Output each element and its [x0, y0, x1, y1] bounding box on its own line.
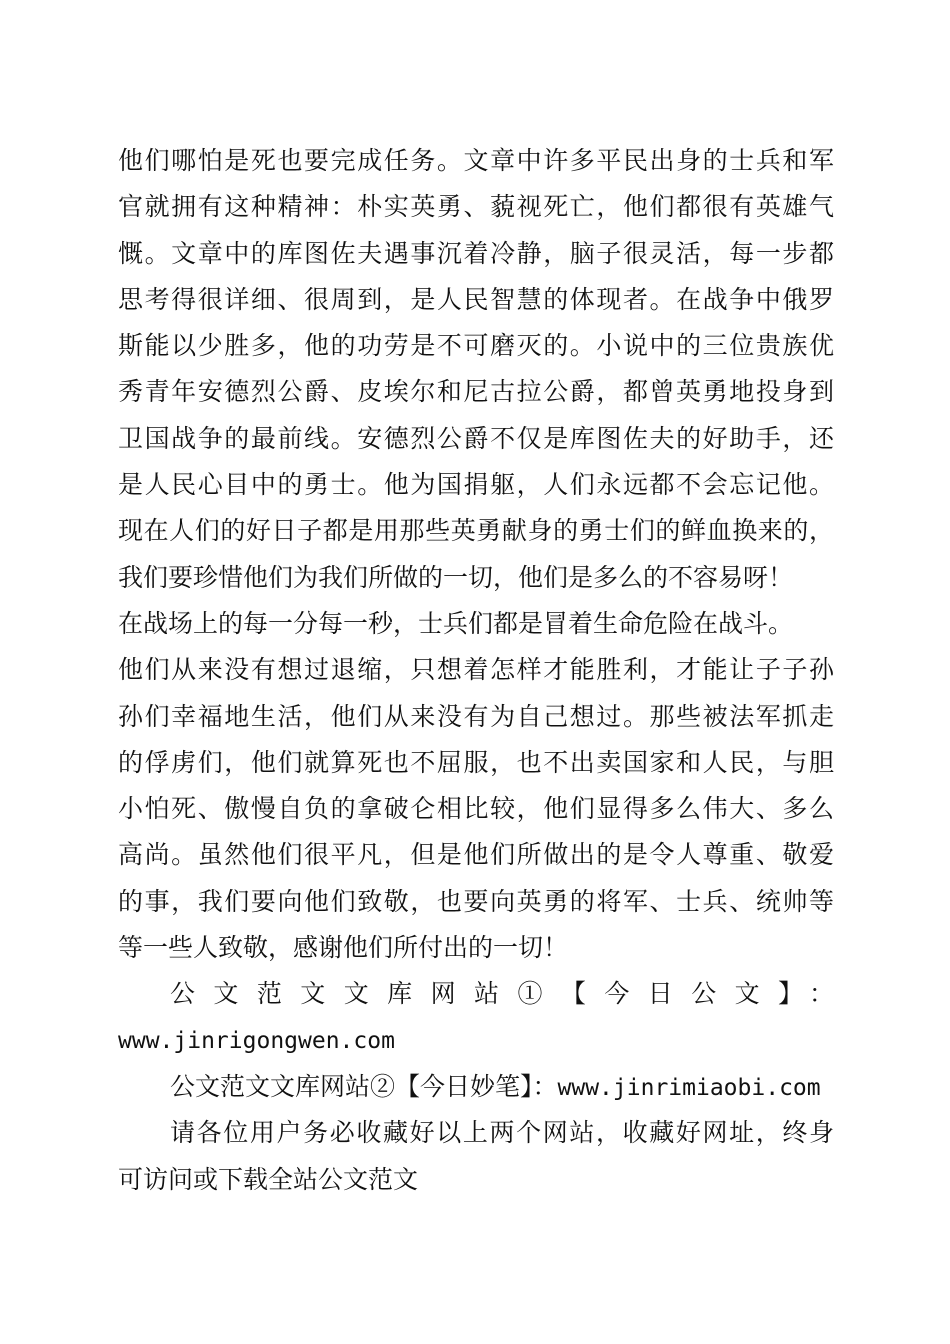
paragraph-line: 他们哪怕是死也要完成任务。文章中许多平民出身的士兵和军	[118, 146, 834, 175]
paragraph-line: 秀青年安德烈公爵、皮埃尔和尼古拉公爵，都曾英勇地投身到	[118, 377, 834, 407]
paragraph-line: 孙们幸福地生活，他们从来没有为自己想过。那些被法军抓走	[118, 701, 834, 731]
paragraph-line: 在战场上的每一分每一秒，士兵们都是冒着生命危险在战斗。	[118, 608, 794, 638]
paragraph-line: 现在人们的好日子都是用那些英勇献身的勇士们的鲜血换来的，	[118, 516, 834, 546]
paragraph-line: 我们要珍惜他们为我们所做的一切，他们是多么的不容易呀！	[118, 562, 794, 592]
paragraph-line: 卫国战争的最前线。安德烈公爵不仅是库图佐夫的好助手，还	[118, 423, 834, 453]
paragraph-line: 的事，我们要向他们致敬，也要向英勇的将军、士兵、统帅等	[118, 886, 834, 916]
paragraph-line: 高尚。虽然他们很平凡，但是他们所做出的是令人尊重、敬爱	[118, 840, 834, 870]
paragraph-line: 慨。文章中的库图佐夫遇事沉着冷静，脑子很灵活，每一步都	[118, 238, 834, 268]
site1-label: 公文范文文库网站①【今日公文】：	[170, 979, 834, 1009]
paragraph-line: 小怕死、傲慢自负的拿破仑相比较，他们显得多么伟大、多么	[118, 794, 834, 824]
site2-url-link[interactable]: www.jinrimiaobi.com	[557, 1074, 821, 1101]
paragraph-line: 是人民心目中的勇士。他为国捐躯，人们永远都不会忘记他。	[118, 470, 834, 500]
paragraph-line: 思考得很详细、很周到，是人民智慧的体现者。在战争中俄罗	[118, 284, 834, 314]
notice-line: 请各位用户务必收藏好以上两个网站，收藏好网址，终身	[170, 1118, 834, 1148]
paragraph-line: 官就拥有这种精神：朴实英勇、藐视死亡，他们都很有英雄气	[118, 192, 834, 222]
paragraph-line: 的俘虏们，他们就算死也不屈服，也不出卖国家和人民，与胆	[118, 747, 834, 777]
site2-label: 公文范文文库网站②【今日妙笔】：	[170, 1071, 558, 1101]
paragraph-line: 等一些人致敬，感谢他们所付出的一切！	[118, 933, 569, 963]
paragraph-line: 他们从来没有想过退缩，只想着怎样才能胜利，才能让子子孙	[118, 655, 834, 685]
document-body	[118, 138, 834, 1203]
site1-url-link[interactable]: www.jinrigongwen.com	[118, 1027, 395, 1054]
site2-line	[118, 1064, 834, 1110]
paragraph-line: 斯能以少胜多，他的功劳是不可磨灭的。小说中的三位贵族优	[118, 331, 834, 361]
notice-line: 可访问或下载全站公文范文	[118, 1164, 419, 1194]
